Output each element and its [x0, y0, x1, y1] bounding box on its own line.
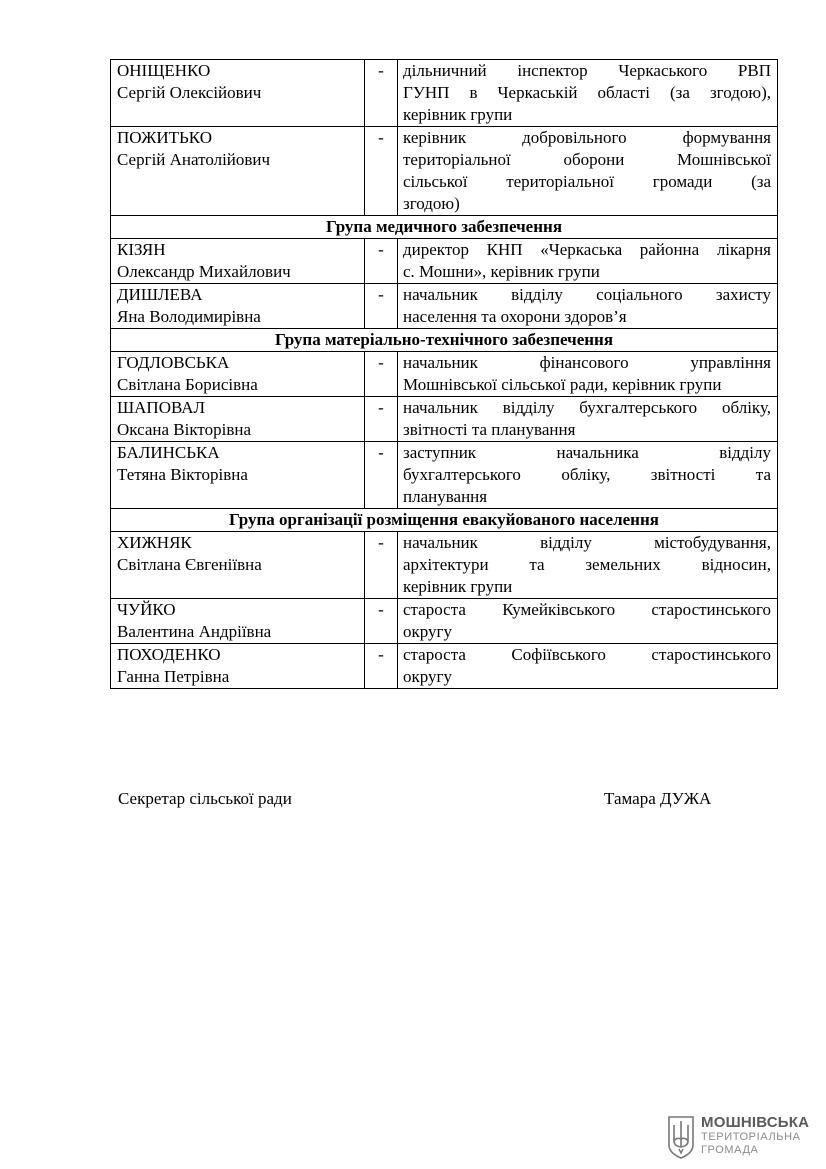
- position-cell: [398, 532, 778, 599]
- staff-table-body: [111, 60, 778, 689]
- dash-separator: -: [365, 599, 398, 644]
- position-line: сільської територіальної громади (за: [403, 172, 771, 191]
- person-surname: ДИШЛЕВА: [117, 285, 203, 304]
- person-row: [111, 127, 778, 216]
- signatory-name: Тамара ДУЖА: [604, 789, 712, 808]
- person-row: [111, 397, 778, 442]
- person-row: [111, 442, 778, 509]
- person-given-names: Сергій Анатолійович: [117, 150, 271, 169]
- person-given-names: Світлана Євгеніївна: [117, 555, 262, 574]
- person-name-cell: [111, 239, 365, 284]
- position-line: архітектури та земельних відносин,: [403, 555, 771, 574]
- dash-separator: -: [365, 442, 398, 509]
- person-given-names: Олександр Михайлович: [117, 262, 291, 281]
- position-line: заступник начальника відділу: [403, 443, 771, 462]
- position-line: бухгалтерського обліку, звітності та: [403, 465, 771, 484]
- person-surname: ОНІЩЕНКО: [117, 61, 211, 80]
- position-line: територіальної оборони Мошнівської: [403, 150, 771, 169]
- dash-separator: -: [365, 352, 398, 397]
- position-cell: [398, 239, 778, 284]
- position-line: начальник відділу бухгалтерського обліку,: [403, 398, 771, 417]
- signatory-title: Секретар сільської ради: [118, 789, 292, 808]
- person-name-cell: [111, 397, 365, 442]
- person-row: [111, 284, 778, 329]
- position-line: директор КНП «Черкаська районна лікарня: [403, 240, 771, 259]
- dash-separator: -: [365, 397, 398, 442]
- person-row: [111, 599, 778, 644]
- person-given-names: Тетяна Вікторівна: [117, 465, 248, 484]
- position-line: звітності та планування: [403, 420, 576, 439]
- dash-separator: -: [365, 239, 398, 284]
- person-name-cell: [111, 532, 365, 599]
- position-line: керівник добровільного формування: [403, 128, 771, 147]
- position-line: керівник групи: [403, 577, 513, 596]
- person-given-names: Валентина Андріївна: [117, 622, 272, 641]
- person-name-cell: [111, 127, 365, 216]
- person-name-cell: [111, 442, 365, 509]
- logo-title: МОШНІВСЬКА: [701, 1114, 810, 1131]
- position-line: ГУНП в Черкаській області (за згодою),: [403, 83, 771, 102]
- position-line: згодою): [403, 194, 460, 213]
- position-cell: [398, 644, 778, 689]
- position-line: округу: [403, 667, 453, 686]
- dash-separator: -: [365, 532, 398, 599]
- person-row: [111, 532, 778, 599]
- person-surname: ЧУЙКО: [117, 600, 176, 619]
- person-surname: ХИЖНЯК: [117, 533, 192, 552]
- position-cell: [398, 397, 778, 442]
- position-line: начальник відділу містобудування,: [403, 533, 771, 552]
- person-given-names: Сергій Олексійович: [117, 83, 262, 102]
- person-row: [111, 239, 778, 284]
- trident-emblem-icon: [667, 1115, 695, 1159]
- person-given-names: Яна Володимирівна: [117, 307, 261, 326]
- group-header-row: [111, 216, 778, 239]
- position-line: населення та охорони здоров’я: [403, 307, 627, 326]
- person-surname: ПОХОДЕНКО: [117, 645, 221, 664]
- person-surname: БАЛИНСЬКА: [117, 443, 220, 462]
- position-line: начальник фінансового управління: [403, 353, 771, 372]
- group-title: Група медичного забезпечення: [111, 216, 778, 239]
- position-line: начальник відділу соціального захисту: [403, 285, 771, 304]
- position-line: Мошнівської сільської ради, керівник групи: [403, 375, 722, 394]
- person-given-names: Світлана Борисівна: [117, 375, 258, 394]
- logo-subtitle-1: ТЕРИТОРІАЛЬНА: [701, 1131, 801, 1143]
- dash-separator: -: [365, 284, 398, 329]
- community-logo: [667, 1115, 817, 1161]
- person-row: [111, 60, 778, 127]
- position-line: с. Мошни», керівник групи: [403, 262, 600, 281]
- person-name-cell: [111, 352, 365, 397]
- person-surname: ПОЖИТЬКО: [117, 128, 212, 147]
- position-line: староста Кумейківського старостинського: [403, 600, 771, 619]
- person-name-cell: [111, 284, 365, 329]
- person-surname: ГОДЛОВСЬКА: [117, 353, 230, 372]
- position-line: планування: [403, 487, 488, 506]
- dash-separator: -: [365, 127, 398, 216]
- person-name-cell: [111, 644, 365, 689]
- position-cell: [398, 284, 778, 329]
- logo-subtitle-2: ГРОМАДА: [701, 1144, 759, 1156]
- position-cell: [398, 352, 778, 397]
- person-row: [111, 352, 778, 397]
- position-cell: [398, 127, 778, 216]
- person-surname: ШАПОВАЛ: [117, 398, 206, 417]
- person-surname: КІЗЯН: [117, 240, 166, 259]
- position-line: дільничний інспектор Черкаського РВП: [403, 61, 771, 80]
- person-row: [111, 644, 778, 689]
- dash-separator: -: [365, 644, 398, 689]
- person-name-cell: [111, 60, 365, 127]
- staff-table: [110, 59, 778, 689]
- position-line: староста Софіївського старостинського: [403, 645, 771, 664]
- position-line: округу: [403, 622, 453, 641]
- person-name-cell: [111, 599, 365, 644]
- group-header-row: [111, 329, 778, 352]
- group-header-row: [111, 509, 778, 532]
- position-cell: [398, 599, 778, 644]
- position-cell: [398, 60, 778, 127]
- position-line: керівник групи: [403, 105, 513, 124]
- position-cell: [398, 442, 778, 509]
- group-title: Група матеріально-технічного забезпечення: [111, 329, 778, 352]
- dash-separator: -: [365, 60, 398, 127]
- group-title: Група організації розміщення евакуйованого населення: [111, 509, 778, 532]
- person-given-names: Ганна Петрівна: [117, 667, 230, 686]
- person-given-names: Оксана Вікторівна: [117, 420, 251, 439]
